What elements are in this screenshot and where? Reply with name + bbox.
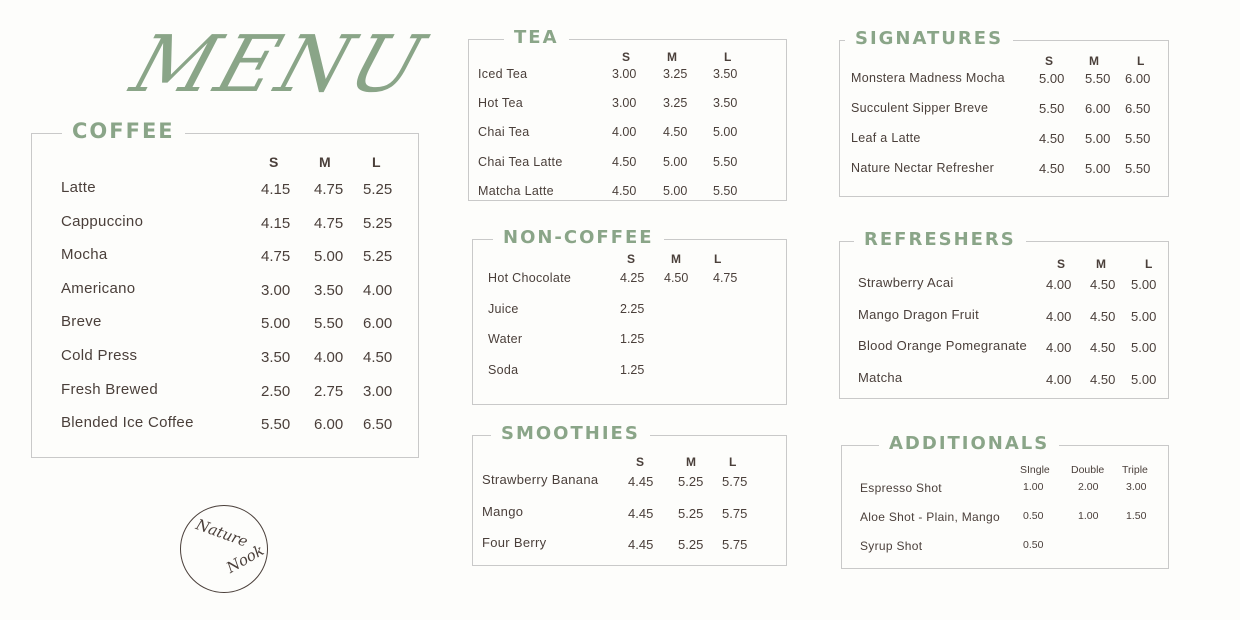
price-s: 4.00 [1046,371,1072,387]
price-s: 5.00 [1039,71,1065,86]
size-label-l: L [729,455,737,469]
price-m: 5.50 [1085,71,1111,86]
price-double: 2.00 [1078,481,1099,493]
price-m: 4.50 [1090,277,1116,292]
size-label-s: S [1045,54,1054,68]
price-l: 5.00 [713,125,738,140]
price-l: 5.00 [1131,340,1157,355]
size-label-single: SIngle [1020,464,1050,476]
price-single: 0.50 [1023,510,1044,522]
item-name: Strawberry Banana [482,472,599,487]
price-s: 4.50 [1039,161,1065,176]
menu-item-leaf-a-latte [840,131,1168,153]
menu-item-hot-chocolate [473,271,786,293]
item-name: Aloe Shot - Plain, Mango [860,510,1000,524]
item-name: Nature Nectar Refresher [851,161,995,175]
price-m: 4.75 [314,181,344,198]
menu-item-juice [473,302,786,324]
price-s: 3.00 [612,96,637,111]
price-s: 3.00 [612,67,637,81]
menu-item-nature-nectar-refresher [840,161,1168,183]
menu-item-mango [473,504,786,526]
non-coffee-section [472,227,787,405]
menu-item-breve [32,313,418,335]
price-l: 5.25 [363,181,393,198]
price-m: 5.25 [678,505,704,521]
price-l: 3.00 [363,382,393,400]
item-name: Americano [61,279,136,297]
price-triple: 1.50 [1126,510,1147,522]
item-name: Espresso Shot [860,481,942,495]
tea-section [468,27,787,201]
item-name: Blood Orange Pomegranate [858,338,1028,353]
menu-item-blood-orange-pomegranate [840,338,1168,360]
item-name: Four Berry [482,535,547,550]
coffee-size-header [32,154,418,176]
price-m: 4.50 [1090,340,1116,355]
price-l: 5.00 [1131,371,1157,387]
item-name: Mocha [61,246,108,264]
item-name: Juice [488,301,519,316]
price-m: 5.00 [1085,131,1111,146]
price-l: 4.00 [363,281,393,299]
price-m: 4.50 [664,271,689,285]
signatures-section [839,28,1169,197]
price-triple: 3.00 [1126,481,1147,493]
item-name: Chai Tea [478,125,530,140]
price-m: 5.25 [678,537,704,552]
price-l: 5.25 [363,214,393,232]
menu-item-matcha [840,370,1168,392]
menu-item-chai-tea-latte [469,155,786,177]
price-m: 4.75 [314,214,344,232]
additionals-title: ADDITIONALS [879,433,1059,454]
menu-item-hot-tea [469,96,786,118]
price-s: 4.45 [628,474,654,489]
price-s: 4.00 [1046,308,1072,324]
item-name: Chai Tea Latte [478,154,563,169]
size-label-double: Double [1071,464,1105,476]
item-name: Iced Tea [478,67,528,81]
menu-item-mocha [32,246,418,268]
size-label-l: L [372,154,381,170]
item-name: Water [488,332,523,346]
refreshers-title: REFRESHERS [854,229,1026,250]
price-l: 5.00 [1131,308,1157,324]
coffee-title: COFFEE [62,119,185,143]
price-m: 4.50 [1090,371,1116,387]
price-s: 4.15 [261,181,291,198]
menu-item-chai-tea [469,125,786,147]
price-s: 4.45 [628,537,654,552]
price-s: 5.50 [1039,101,1065,116]
price-m: 6.00 [314,416,344,434]
menu-item-matcha-latte [469,184,786,206]
price-l: 5.50 [713,183,738,198]
price-single: 1.00 [1023,481,1044,493]
menu-item-strawberry-acai [840,275,1168,297]
item-name: Succulent Sipper Breve [851,101,989,115]
menu-item-blended-ice-coffee [32,414,418,436]
price-m: 4.00 [314,349,344,366]
price-s: 3.00 [261,281,291,299]
item-name: Cold Press [61,347,138,364]
price-l: 5.50 [1125,161,1151,176]
menu-item-cold-press [32,347,418,369]
price-s: 4.50 [1039,131,1065,146]
price-m: 5.00 [314,248,344,266]
price-m: 5.00 [663,154,688,169]
size-label-l: L [724,50,732,64]
item-name: Matcha Latte [478,183,554,198]
size-label-m: M [686,455,696,469]
price-l: 4.75 [713,271,738,285]
price-l: 3.50 [713,96,738,111]
non-coffee-title: NON-COFFEE [493,227,664,248]
item-name: Hot Tea [478,96,523,111]
price-s: 5.00 [261,315,291,333]
price-l: 5.50 [713,154,738,169]
size-label-m: M [1096,257,1106,271]
item-name: Hot Chocolate [488,271,572,285]
menu-item-fresh-brewed [32,381,418,403]
price-s: 5.50 [261,416,291,434]
logo-word-2: Nook [223,541,268,577]
item-name: Matcha [858,369,903,385]
menu-item-four-berry [473,535,786,557]
price-s: 1.25 [620,332,645,346]
menu-item-iced-tea [469,67,786,89]
menu-item-latte [32,179,418,201]
price-s: 2.25 [620,301,645,316]
menu-item-aloe-shot-plain-mango [842,510,1168,532]
logo-word-1: Nature [193,515,251,551]
price-l: 6.50 [363,416,393,434]
price-l: 5.75 [722,505,748,521]
size-label-m: M [671,252,681,266]
price-s: 4.25 [620,271,645,285]
size-label-s: S [269,154,279,170]
item-name: Latte [61,179,96,196]
smoothies-section [472,423,787,566]
item-name: Syrup Shot [860,539,923,553]
size-label-triple: Triple [1122,464,1148,476]
price-m: 4.50 [663,125,688,140]
menu-item-strawberry-banana [473,472,786,494]
nature-nook-logo [180,505,268,593]
price-s: 1.25 [620,362,645,377]
item-name: Blended Ice Coffee [61,414,194,432]
smoothies-title: SMOOTHIES [491,423,650,444]
refreshers-section [839,229,1169,399]
price-l: 6.00 [363,315,393,333]
price-m: 3.50 [314,281,344,299]
size-label-m: M [1089,54,1099,68]
price-m: 6.00 [1085,101,1111,116]
price-l: 5.25 [363,248,393,266]
price-m: 2.75 [314,382,344,400]
price-s: 4.00 [1046,277,1072,292]
item-name: Mango Dragon Fruit [858,306,980,322]
price-s: 2.50 [261,382,291,400]
size-label-s: S [627,252,636,266]
item-name: Monstera Madness Mocha [851,71,1005,85]
price-l: 4.50 [363,349,393,366]
menu-item-mango-dragon-fruit [840,307,1168,329]
additionals-section [841,433,1169,569]
price-m: 4.50 [1090,308,1116,324]
menu-item-syrup-shot [842,539,1168,561]
size-label-s: S [622,50,631,64]
price-l: 6.00 [1125,71,1151,86]
price-l: 3.50 [713,67,738,81]
price-m: 5.50 [314,315,344,333]
size-label-s: S [636,455,645,469]
size-label-l: L [1145,257,1153,271]
price-s: 4.50 [612,154,637,169]
price-l: 5.75 [722,474,748,489]
price-m: 3.25 [663,67,688,81]
price-single: 0.50 [1023,539,1044,551]
price-s: 4.00 [612,125,637,140]
signatures-title: SIGNATURES [845,28,1013,49]
price-s: 4.15 [261,214,291,232]
price-l: 6.50 [1125,101,1151,116]
menu-item-monstera-madness-mocha [840,71,1168,93]
price-double: 1.00 [1078,510,1099,522]
item-name: Soda [488,362,519,377]
item-name: Leaf a Latte [851,131,921,145]
price-m: 5.00 [663,183,688,198]
tea-title: TEA [504,27,569,48]
item-name: Mango [482,503,524,519]
price-s: 4.00 [1046,340,1072,355]
price-m: 5.00 [1085,161,1111,176]
size-label-m: M [667,50,677,64]
menu-item-soda [473,363,786,385]
price-s: 3.50 [261,349,291,366]
size-label-l: L [714,252,722,266]
price-m: 3.25 [663,96,688,111]
menu-item-cappuccino [32,213,418,235]
item-name: Fresh Brewed [61,380,158,398]
item-name: Strawberry Acai [858,275,954,290]
price-s: 4.45 [628,505,654,521]
price-m: 5.25 [678,474,704,489]
price-s: 4.50 [612,183,637,198]
menu-item-americano [32,280,418,302]
price-l: 5.75 [722,537,748,552]
size-label-l: L [1137,54,1145,68]
price-l: 5.00 [1131,277,1157,292]
price-l: 5.50 [1125,131,1151,146]
item-name: Breve [61,313,102,331]
price-s: 4.75 [261,248,291,266]
menu-title: MENU [121,20,438,110]
coffee-section [31,119,419,458]
menu-item-water [473,332,786,354]
menu-item-espresso-shot [842,481,1168,503]
item-name: Cappuccino [61,212,144,230]
size-label-s: S [1057,257,1066,271]
size-label-m: M [319,154,331,170]
menu-item-succulent-sipper-breve [840,101,1168,123]
